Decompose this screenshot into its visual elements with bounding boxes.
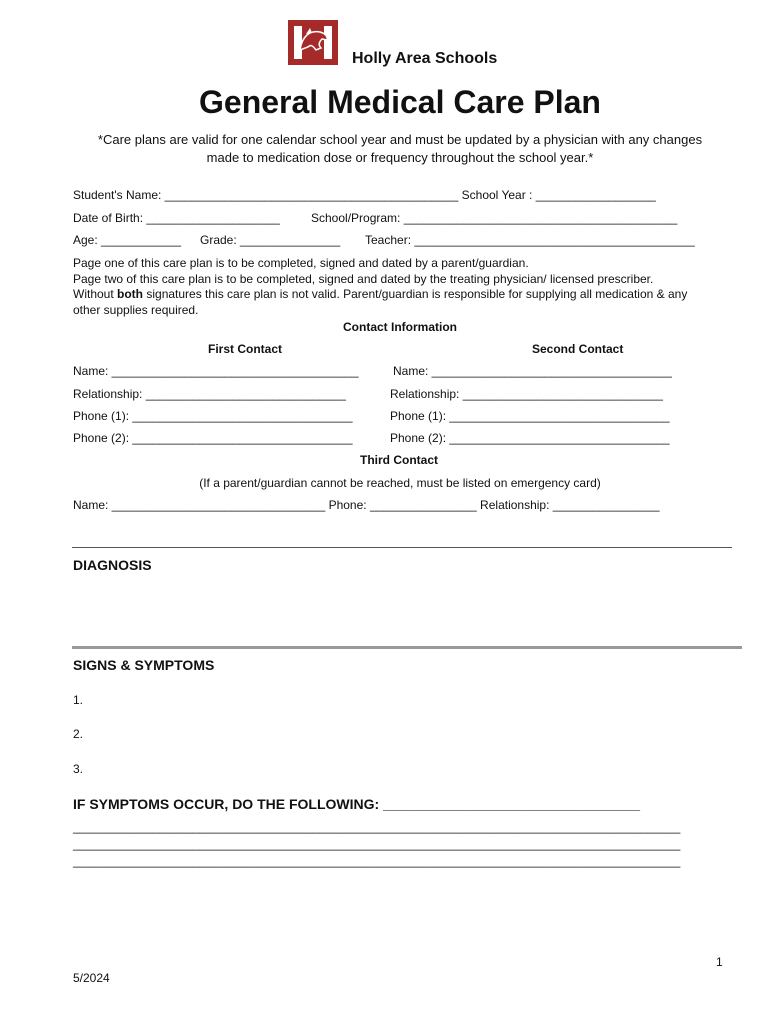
date-of-birth-field[interactable]: Date of Birth: ____________________ xyxy=(73,211,280,225)
first-contact-relationship-field[interactable]: Relationship: ______________________________ xyxy=(73,387,346,401)
actions-heading: IF SYMPTOMS OCCUR, DO THE FOLLOWING: _________________________________ xyxy=(73,796,641,812)
school-program-field[interactable]: School/Program: _________________________________________ xyxy=(311,211,678,225)
mustang-logo-icon xyxy=(288,20,338,65)
symptom-item-3[interactable]: 3. xyxy=(73,762,84,776)
instruction-line-3-bold: both xyxy=(117,287,144,301)
first-contact-phone2-field[interactable]: Phone (2): _________________________________ xyxy=(73,431,353,445)
section-divider xyxy=(72,646,742,649)
first-contact-phone1-field[interactable]: Phone (1): _________________________________ xyxy=(73,409,353,423)
symptom-item-2[interactable]: 2. xyxy=(73,727,84,741)
validity-note-line-2: made to medication dose or frequency throughout the school year.* xyxy=(206,150,594,165)
diagnosis-heading: DIAGNOSIS xyxy=(73,557,152,573)
teacher-field[interactable]: Teacher: __________________________________________ xyxy=(365,233,695,247)
page-title: General Medical Care Plan xyxy=(199,84,601,120)
second-contact-phone2-field[interactable]: Phone (2): _________________________________ xyxy=(390,431,670,445)
student-name-field[interactable]: Student's Name: ____________________________________________ School Year : __________________ xyxy=(73,188,656,202)
instruction-line-3 xyxy=(73,287,733,303)
signs-symptoms-heading: SIGNS & SYMPTOMS xyxy=(73,657,215,673)
third-contact-heading: Third Contact xyxy=(360,453,438,467)
validity-note-line-1: *Care plans are valid for one calendar school year and must be updated by a physician with any changes xyxy=(97,132,703,147)
contact-info-heading: Contact Information xyxy=(343,320,457,334)
age-field[interactable]: Age: ____________ xyxy=(73,233,182,247)
symptom-item-1[interactable]: 1. xyxy=(73,693,84,707)
instruction-line-1: Page one of this care plan is to be completed, signed and dated by a parent/guardian. xyxy=(73,256,529,270)
instruction-line-3-pre: Without xyxy=(73,287,118,301)
action-blank-line-2[interactable]: ___________________________________________________________________________________________ xyxy=(73,837,681,851)
revision-date: 5/2024 xyxy=(73,971,110,985)
action-blank-line-3[interactable]: ___________________________________________________________________________________________ xyxy=(73,854,681,868)
second-contact-phone1-field[interactable]: Phone (1): _________________________________ xyxy=(390,409,670,423)
first-contact-heading: First Contact xyxy=(208,342,283,356)
second-contact-relationship-field[interactable]: Relationship: ______________________________ xyxy=(390,387,663,401)
instructions-paragraph xyxy=(73,256,733,318)
grade-field[interactable]: Grade: _______________ xyxy=(200,233,341,247)
divider-line xyxy=(72,547,732,548)
third-contact-note: (If a parent/guardian cannot be reached, must be listed on emergency card) xyxy=(199,476,601,490)
instruction-line-2: Page two of this care plan is to be completed, signed and dated by the treating physician/ licensed prescriber. xyxy=(73,271,654,286)
action-blank-line-1[interactable]: ___________________________________________________________________________________________ xyxy=(73,820,681,834)
page-number: 1 xyxy=(716,955,723,969)
second-contact-name-field[interactable]: Name: ____________________________________ xyxy=(393,364,672,378)
school-name: Holly Area Schools xyxy=(352,50,498,67)
instruction-line-4: other supplies required. xyxy=(73,302,199,317)
instruction-line-3-post: signatures this care plan is not valid. Parent/guardian is responsible for supplying all medication & any xyxy=(143,287,688,301)
second-contact-heading: Second Contact xyxy=(532,342,624,356)
validity-note xyxy=(60,131,740,167)
third-contact-row[interactable]: Name: ________________________________ Phone: ________________ Relationship: ________________ xyxy=(73,498,660,512)
first-contact-name-field[interactable]: Name: _____________________________________ xyxy=(73,364,359,378)
